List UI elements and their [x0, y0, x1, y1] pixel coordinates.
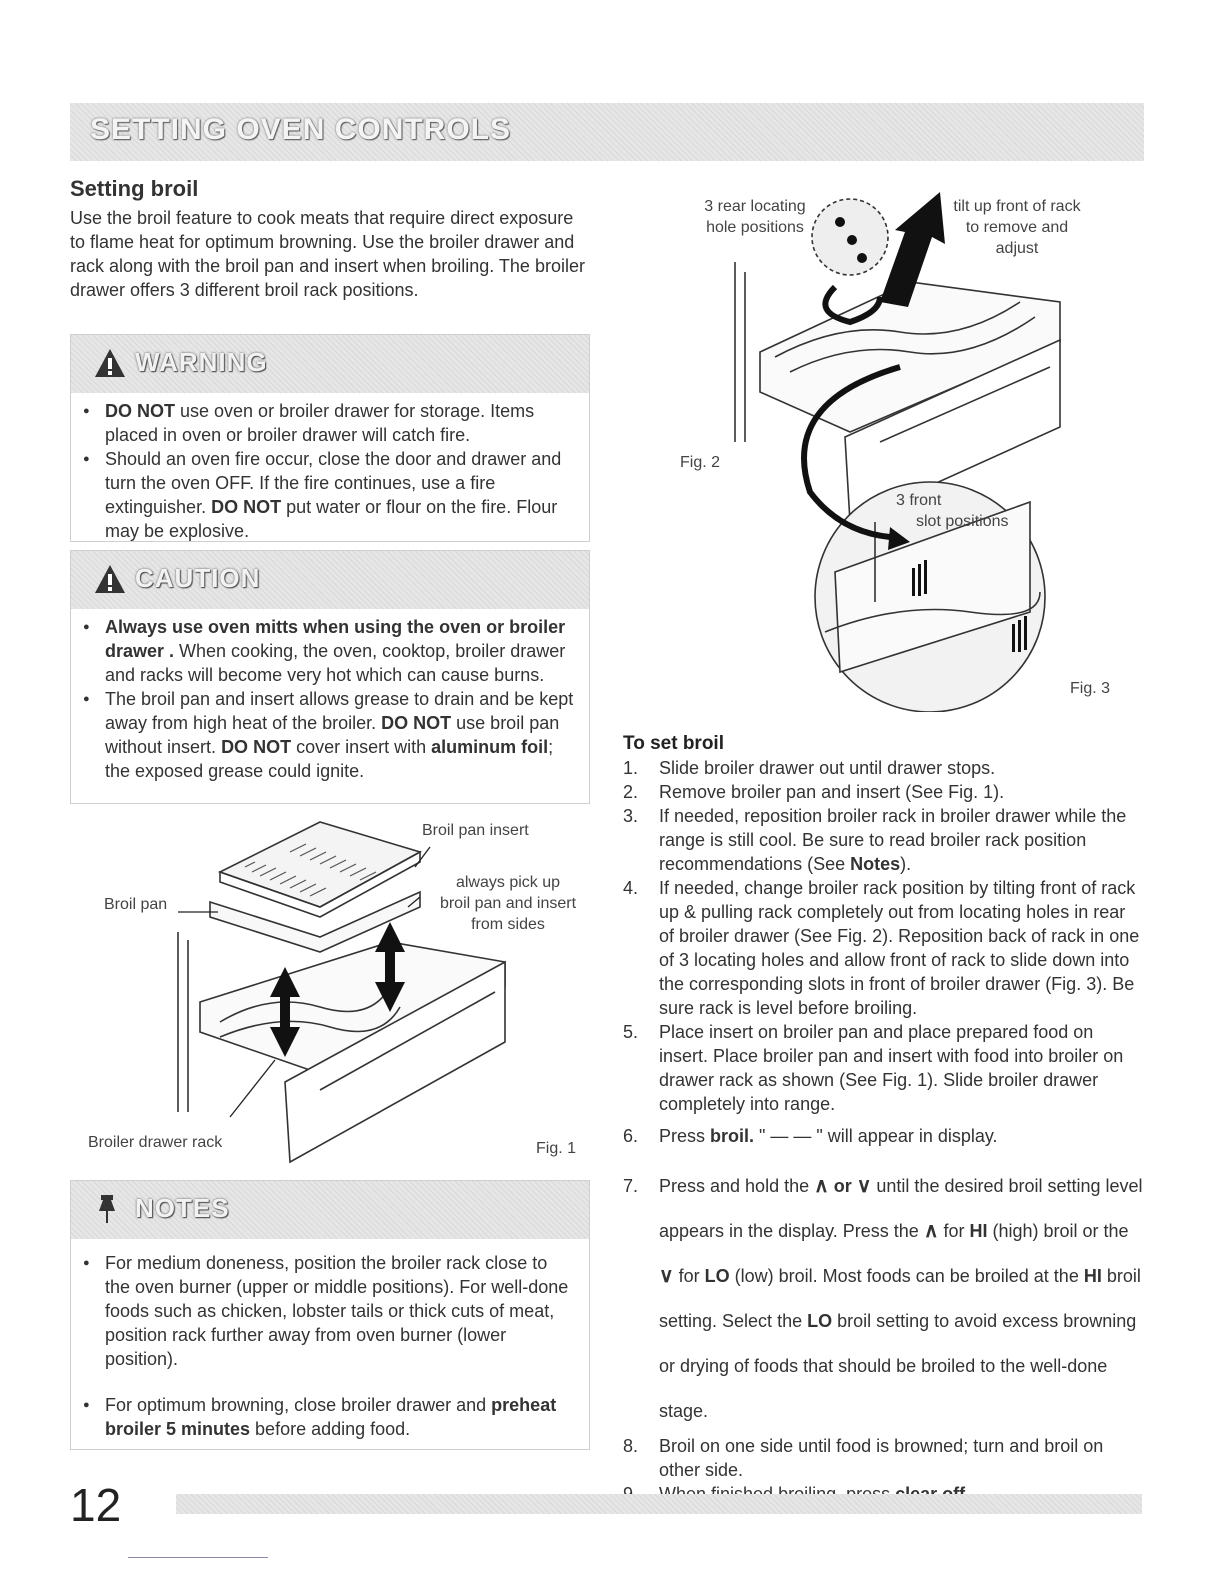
warning-box	[70, 334, 590, 542]
fig1-pickup-note: always pick up broil pan and insert from sides	[439, 874, 577, 933]
warning-label: WARNING	[135, 347, 268, 377]
notes-box	[70, 1180, 590, 1450]
notes-header	[71, 1181, 589, 1239]
footer-underline	[128, 1557, 268, 1558]
fig3-front-slots-label: 3 front slot positions	[896, 492, 1009, 530]
fig1-pan-label: Broil pan	[104, 896, 168, 913]
warning-item: ● DO NOT use oven or broiler drawer for storage. Items placed in oven or broiler drawer will catch fire.	[105, 399, 575, 447]
step-item: 2. Remove broiler pan and insert (See Fig. 1).	[623, 782, 1005, 802]
page-number: 12	[70, 1479, 122, 1531]
notes-item: ● For medium doneness, position the broiler rack close to the oven burner (upper or middle positions). For well-done foods such as chicken, lobster tails or thick cuts of meat, position rack further away from oven burner (lower position).	[105, 1251, 575, 1371]
broil-pan-drawer-illustration	[70, 812, 588, 1172]
broil-intro-text: Use the broil feature to cook meats that require direct exposure to flame heat for optimum browning. Use the broiler drawer and rack along with the broil pan and insert when broiling. The broiler drawer offers 3 different broil rack positions.	[70, 208, 585, 300]
caution-item: ● Always use oven mitts when using the oven or broiler drawer . When cooking, the oven, cooktop, broiler drawer and racks will become very hot which can cause burns.	[105, 615, 575, 687]
broil-intro-section	[70, 176, 588, 302]
footer-bar	[176, 1494, 1142, 1514]
pushpin-icon	[93, 1193, 123, 1227]
set-broil-section	[623, 732, 1143, 1506]
step-item: 8. Broil on one side until food is browned; turn and broil on other side.	[623, 1436, 1104, 1480]
fig2-rear-holes-label: 3 rear locating hole positions	[704, 198, 806, 236]
step-item: 7. Press and hold the ∧ or ∨ until the desired broil setting level appears in the display. Press the ∧ for HI (high) broil or the ∨ for LO (low) broil. Most foods can be broiled at the HI broil setting. Select the LO broil setting to avoid excess browning or drying of foods that should be broiled to the well-done stage.	[623, 1175, 1143, 1421]
caution-header	[71, 551, 589, 609]
caution-box	[70, 550, 590, 804]
warning-item: ● Should an oven fire occur, close the door and drawer and turn the oven OFF. If the fire continues, use a fire extinguisher. DO NOT put water or flour on the fire. Flour may be explosive.	[105, 447, 575, 543]
down-arrow-icon: ∨	[856, 1175, 872, 1197]
notes-label: NOTES	[135, 1193, 230, 1223]
caution-label: CAUTION	[135, 563, 261, 593]
warning-triangle-icon	[93, 347, 127, 379]
caution-triangle-icon	[93, 563, 127, 595]
step-item: 6. Press broil. " — — " will appear in display.	[623, 1126, 998, 1146]
caution-item: ● The broil pan and insert allows grease to drain and be kept away from high heat of the broiler. DO NOT use broil pan without insert. DO NOT cover insert with aluminum foil; the exposed grease could ignite.	[105, 687, 575, 783]
step-item: 3. If needed, reposition broiler rack in broiler drawer while the range is still cool. Be sure to read broiler rack position recommendations (See Notes).	[623, 806, 1127, 874]
fig1-rack-label: Broiler drawer rack	[88, 1134, 223, 1151]
notes-item: ● For optimum browning, close broiler drawer and preheat broiler 5 minutes before adding food.	[105, 1393, 575, 1441]
section-title: SETTING OVEN CONTROLS	[90, 113, 512, 146]
set-broil-heading: To set broil	[623, 733, 724, 754]
section-banner	[70, 103, 1144, 161]
fig2-tilt-label: tilt up front of rack to remove and adjust	[953, 198, 1081, 257]
up-arrow-icon: ∧	[814, 1175, 829, 1197]
warning-header	[71, 335, 589, 393]
broil-heading: Setting broil	[70, 176, 199, 201]
fig2-caption: Fig. 2	[680, 454, 721, 471]
fig2-fig3-illustration	[640, 192, 1144, 712]
step-item: 1. Slide broiler drawer out until drawer stops.	[623, 758, 996, 778]
fig1-caption: Fig. 1	[536, 1140, 577, 1157]
up-arrow-icon: ∧	[923, 1220, 939, 1242]
step-item: 4. If needed, change broiler rack position by tilting front of rack up & pulling rack completely out from locating holes in rear of broiler drawer (See Fig. 2). Reposition back of rack in one of 3 locating holes and allow front of rack to slide down into the corresponding slots in front of broiler drawer (Fig. 3). Be sure rack is level before broiling.	[623, 878, 1140, 1018]
fig1-insert-label: Broil pan insert	[422, 822, 529, 839]
step-item: 5. Place insert on broiler pan and place prepared food on insert. Place broiler pan and insert with food into broiler on drawer rack as shown (See Fig. 1). Slide broiler drawer completely into range.	[623, 1022, 1124, 1114]
fig1-illustration	[70, 812, 588, 1172]
down-arrow-icon: ∨	[659, 1265, 674, 1287]
fig3-caption: Fig. 3	[1070, 680, 1111, 697]
